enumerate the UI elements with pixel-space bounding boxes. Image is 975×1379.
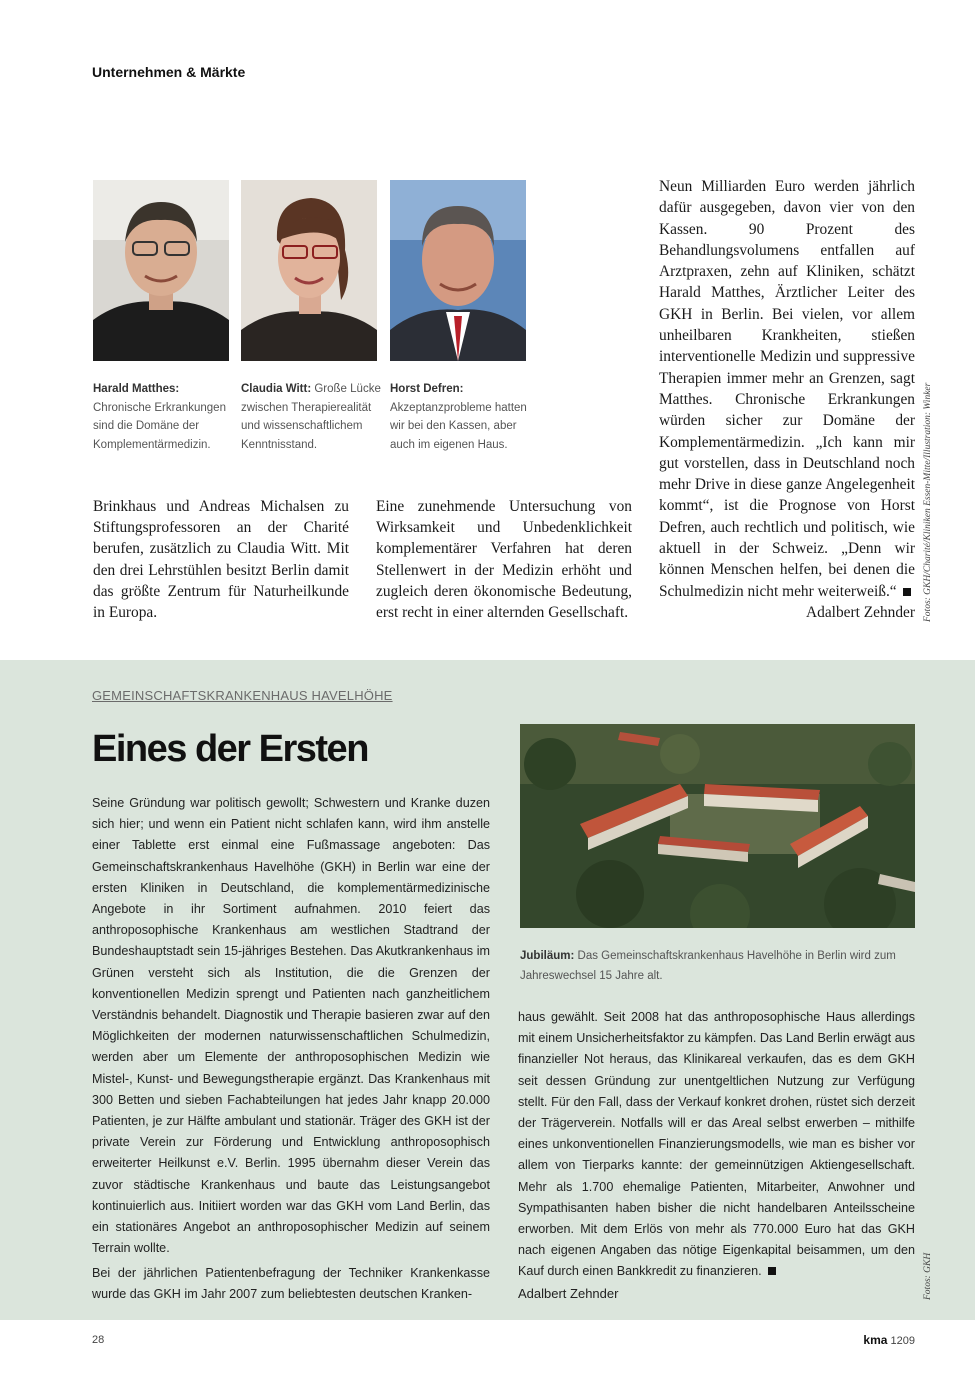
page-number: 28 — [92, 1334, 105, 1346]
caption-text: Akzeptanzprobleme hatten wir bei den Kassen, aber auch im eigenen Haus. — [390, 401, 527, 451]
article2-paragraph-3-text: haus gewählt. Seit 2008 hat das anthroposophische Haus allerdings mit einem Unsicherheitsfaktor zu kämpfen. Das Land Berlin erwägt aus finanzieller Not heraus, das Klinikareal verkaufen, das es dem GKH seit dessen Gründung zur unentgeltlichen Nutzung zur Verfügung stellt. Für den Fall, dass der Verkauf konkret drohen, rüstet sich derzeit der Trägerverein. Notfalls will er das Areal selbst erwerben – mithilfe eines unkonventionellen Finanzierungsmodells, wie man es bisher vor allem von Tierparks kannte: der gemeinnützigen Aktiengesellschaft. Mehr als 1.700 ehemalige Patienten, Mitarbeiter, Anwohner und Sympathisanten haben bisher die nicht handelbaren Anteilsscheine erworben. Mit dem Erlös von mehr als 770.000 Euro hat das GKH nach eigenen Angaben das nötige Eigenkapital beisammen, um den Kauf durch einen Bankkredit zu finanzieren. — [518, 1010, 915, 1279]
photo-credit-top: Fotos: GKH/Charité/Kliniken Essen-Mitte/Illustration: Winker — [923, 382, 933, 622]
article1-column-2: Eine zunehmende Untersuchung von Wirksamkeit und Unbedenklichkeit komplementärer Verfahren hat deren Stellenwert in der Medizin erhöht und zugleich deren ökonomische Bedeutung, erst recht in einer alternden Gesellschaft. — [376, 498, 632, 622]
article2-right-column — [518, 1007, 915, 1304]
magazine-name: kma — [863, 1333, 888, 1347]
portrait-claudia-witt — [241, 180, 377, 361]
article2-paragraph-1: Seine Gründung war politisch gewollt; Schwestern und Kranke duzen sich hier; und wenn ein Patient nicht schlafen kann, wird ihm anstelle einer Tablette erst einmal eine Fußmassage angeboten: Das Gemeinschaftskrankenhaus Havelhöhe (GKH) in Berlin war eine der ersten Kliniken in Deutschland, die komplementärmedizinische Angebote in ihr Sortiment aufnahmen. 2010 feiert das anthroposophische Krankenhaus am westlichen Stadtrand der Bundeshauptstadt sein 15-jähriges Bestehen. Das Akutkrankenhaus im Grünen versteht sich als Institution, die die Grenzen der konventionellen Medizin sprengt und Patienten nach ganzheitlichem Verständnis behandelt. Diagnostik und Therapie basieren zwar auf den Möglichkeiten der modernen naturwissenschaftlichen Schulmedizin, werden aber um Elemente der anthroposophischen Medizin wie Mistel-, Kunst- und Bewegungstherapie ergänzt. Das Krankenhaus mit 300 Betten und sieben Fachabteilungen hat jedes Jahr knapp 20.000 Patienten, je zur Hälfte ambulant und stationär. Träger des GKH ist der private Verein zur Förderung und Entwicklung anthroposophisch erweiterter Heilkunst e.V. Berlin. 1995 übernahm dieser Verein das zuvor städtische Krankenhaus und baute das Leistungsangebot kontinuierlich aus. Initiiert worden war das GKH vom Land Berlin, das ein stationäres Angebot an anthroposophischer Medizin auf seinem Terrain wollte. — [92, 796, 490, 1256]
hospital-aerial-photo — [520, 724, 915, 928]
portrait-harald-matthes — [93, 180, 229, 361]
caption-text: Chronische Erkrankungen sind die Domäne der Komplementärmedizin. — [93, 401, 226, 451]
portrait-caption-witt — [241, 380, 381, 454]
article2-paragraph-3 — [518, 1007, 915, 1283]
end-mark-icon — [768, 1267, 776, 1275]
article2-author: Adalbert Zehnder — [518, 1285, 619, 1301]
article2-paragraph-2: Bei der jährlichen Patientenbefragung der Techniker Krankenkasse wurde das GKH im Jahr 2007 zum beliebtesten deutschen Kranken- — [92, 1266, 490, 1302]
image-caption-label: Jubiläum: — [520, 950, 575, 962]
article1-column-1: Brinkhaus und Andreas Michalsen zu Stiftungsprofessoren an der Charité berufen, zusätzlich zu Claudia Witt. Mit den drei Lehrstühlen besitzt Berlin damit das größte Zentrum für Naturheilkunde in Europa. — [93, 498, 349, 622]
article1-author: Adalbert Zehnder — [806, 603, 915, 621]
end-mark-icon — [903, 588, 911, 596]
section-title: Unternehmen & Märkte — [92, 64, 246, 80]
image-caption — [520, 946, 915, 986]
article1-column-3-text — [659, 176, 915, 602]
article2-headline: Eines der Ersten — [92, 728, 368, 770]
article1-column-3-body: Neun Milliarden Euro werden jährlich dafür ausgegeben, davon vier von den Kassen. 90 Prozent des Behandlungsvolumens entfallen auf Arztpraxen, zehn auf Kliniken, schätzt Harald Matthes, Ärztlicher Leiter des GKH in Berlin. Bei vielen, vor allem unheilbaren Krankheiten, stießen interventionelle Medizin und suppressive Therapien immer mehr an Grenzen, sagt Matthes. Chronische Erkrankungen würden sicher zur Domäne der Komplementärmedizin. „Ich kann mir gut vorstellen, dass in Deutschland noch mehr Drive in diese ganze Angelegenheit kommt“, ist die Prognose von Horst Defren, auch rechtlich und politisch, wie aktuell in der Schweiz. „Denn wir können Menschen helfen, bei denen die Schulmedizin nicht mehr weiterweiß.“ — [659, 178, 915, 600]
caption-text: Große Lücke zwischen Therapierealität und wissenschaftlichem Kenntnisstand. — [241, 383, 381, 451]
issue-number: 1209 — [890, 1335, 915, 1347]
image-caption-text: Das Gemeinschaftskrankenhaus Havelhöhe in Berlin wird zum Jahreswechsel 15 Jahre alt. — [520, 950, 896, 982]
article1-column-3 — [659, 176, 915, 623]
caption-name: Horst Defren: — [390, 383, 464, 395]
caption-name: Harald Matthes: — [93, 383, 180, 395]
caption-name: Claudia Witt: — [241, 383, 312, 395]
article2-kicker: GEMEINSCHAFTSKRANKENHAUS HAVELHÖHE — [92, 688, 393, 703]
portrait-horst-defren — [390, 180, 526, 361]
magazine-issue — [863, 1333, 915, 1347]
portrait-caption-matthes — [93, 380, 233, 454]
photo-credit-bottom: Fotos: GKH — [923, 1252, 933, 1300]
portrait-caption-defren — [390, 380, 530, 454]
